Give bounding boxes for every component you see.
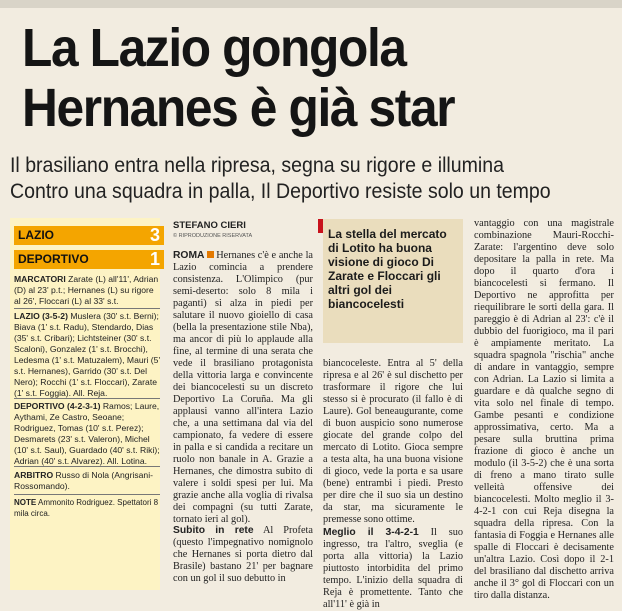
team2-bar (14, 250, 164, 269)
lazio-lineup-text: Muslera (30' s.t. Berni); Biava (1' s.t. Radu), Stendardo, Dias (35' s.t. Cribari); Lichtsteiner (30' s.t. Scaloni), Gonzalez (1' s.t. Brocchi), Ledesma (1' s.t. Matuzalem), Mauri (5' s.t. Hernanes), Garrido (30' s.t. Del Nero); Rocchi (1' s.t. Floccari), Zarate (1' s.t. Foggia). All. Reja. (14, 311, 161, 398)
marcatori-text: Zarate (L) all'11', Adrian (D) al 23' p.t.; Hernanes (L) su rigore al 26', Floccari (L) al 33' s.t. (14, 274, 159, 306)
article-column-1-cont (173, 525, 313, 585)
team1-score: 3 (149, 225, 160, 245)
dateline: ROMA (173, 250, 205, 261)
subhead-line-2: Contro una squadra in palla, Il Deportivo resiste solo un tempo (10, 180, 551, 203)
divider (14, 494, 160, 495)
article-column-3 (474, 218, 614, 602)
divider (14, 308, 160, 309)
byline: STEFANO CIERI (173, 220, 246, 231)
article-column-1 (173, 250, 313, 526)
bullet-square-icon (207, 251, 214, 258)
article-column-2 (323, 358, 463, 526)
article-paragraph: biancoceleste. Entra al 5' della ripresa e al 26' è sul dischetto per trasformare il rigore che lui stesso si è procurato (il fallo è di Laure). Gol beneaugurante, come di buon auspicio sono numerose giocate del grande colpo del mercato di Lotito. Gioca sempre a testa alta, ha una buona visione di gioco, vede la porta e sa usare (bene) entrambi i piedi. Presto per dire che il suo sia un destino da star, ma sicuramente le premesse sono ottime. (323, 358, 463, 525)
article-paragraph: Hernanes c'è e anche la Lazio comincia a prendere consistenza. L'Olimpico (pur semi-deserto: solo 8 mila i paganti) si alza in piedi per salutare il nuovo gioiello di casa (bella la presentazione stile Nba), ma ancor di più lo applaude alla fine, al termine di una serata che vede il brasiliano protagonista della vittoria larga e convincente dei biancocelesti su un discreto Deportivo La Coruña. Ma gli applausi vanno all'intera Lazio che, a una settimana dal via del campionato, fa vedere di essere in palla e si candida a recitare un ruolo non banale in A. Grazie a Hernanes, che dimostra subito di valere i soldi spesi per lui. Ma grazie anche alla voglia di rivalsa dei compagni (su tutti Zarate, tornato ieri al gol). (173, 250, 313, 525)
top-band (0, 0, 622, 8)
divider (14, 466, 160, 467)
subhead-line-1: Il brasiliano entra nella ripresa, segna su rigore e illumina (10, 154, 504, 177)
pullquote-accent (318, 219, 323, 233)
subheading-subito-in-rete: Subito in rete (173, 525, 254, 536)
article-paragraph: Al Profeta (questo l'impegnativo nomignolo che Hernanes si porta dietro dal Brasile) bastano 21' per bagnare con un gol il suo debutto in (173, 525, 313, 584)
arbitro-label: ARBITRO (14, 470, 54, 480)
team1-name: LAZIO (18, 228, 54, 242)
deportivo-lineup-label: DEPORTIVO (4-2-3-1) (14, 401, 101, 411)
deportivo-lineup-block (14, 401, 162, 467)
lazio-lineup-label: LAZIO (3-5-2) (14, 311, 68, 321)
divider (14, 398, 160, 399)
lazio-lineup-block (14, 311, 162, 399)
note-label: NOTE (14, 498, 37, 507)
article-paragraph: vantaggio con una magistrale combinazione Mauri-Rocchi-Zarate: l'argentino deve solo depositare la palla in rete. Ma dopo il quarto d'ora i biancocelesti si fermano. Il Deportivo ne approfitta per riequilibrare le sorti della gara. Il pareggio è di Adrian al 23': c'è il dubbio del fuorigioco, ma il pari è ampiamente meritato. La squadra spagnola "rischia" anche di andare in vantaggio, sempre con Adrian. La Lazio si limita a guardare e dà qualche segno di vita solo nel finale di tempo. Gambe pesanti e condizione approssimativa, certo. Ma a pesare sulla bruttina prima frazione di gioco è anche un modulo (il 3-5-2) che è una sorta di freno a mano tirato sulle velleità offensive dei biancocelesti. Molto meglio il 3-4-2-1 con cui Reja disegna la squadra della ripresa. Con la fantasia di Foggia e Hernanes alle spalle di Floccari è decisamente un'altra Lazio. Così dopo il 2-1 del brasiliano dal dischetto arriva anche il 3° gol di Floccari con un tiro dalla distanza. (474, 218, 614, 601)
headline-line-1: La Lazio gongola (22, 18, 406, 78)
marcatori-block (14, 274, 162, 307)
article-paragraph: Il suo ingresso, tra l'altro, sveglia (e porta alla vittoria) la Lazio piuttosto intorbidita del primo tempo. L'inizio della squadra di Reja è promettente. Tanto che all'11' è già in (323, 527, 463, 610)
arbitro-block (14, 470, 162, 492)
note-text: Ammonito Rodriguez. Spettatori 8 mila circa. (14, 498, 159, 518)
deportivo-lineup-text: Ramos; Laure, Aythami, Ze Castro, Seoane; Rodriguez, Tomas (10' s.t. Perez); Desmarets (23' s.t. Valeron), Michel (10' s.t. Saul), Guardado (40' s.t. Riki); Adrian (40' s.t. Alvarez). All. Lotina. (14, 401, 160, 466)
pullquote-text: La stella del mercato di Lotito ha buona visione di gioco Di Zarate e Floccari gli altri gol dei biancocelesti (328, 227, 447, 311)
article-column-2-cont (323, 527, 463, 611)
marcatori-label: MARCATORI (14, 274, 66, 284)
note-block (14, 497, 162, 519)
team2-score: 1 (149, 249, 160, 269)
copyright-notice: © RIPRODUZIONE RISERVATA (173, 233, 253, 239)
team2-name: DEPORTIVO (18, 252, 89, 266)
subheading-meglio-3421: Meglio il 3-4-2-1 (323, 527, 419, 538)
team1-bar (14, 226, 164, 245)
arbitro-text: Russo di Nola (Angrisani-Rossomando). (14, 470, 153, 491)
headline-line-2: Hernanes è già star (22, 78, 455, 138)
